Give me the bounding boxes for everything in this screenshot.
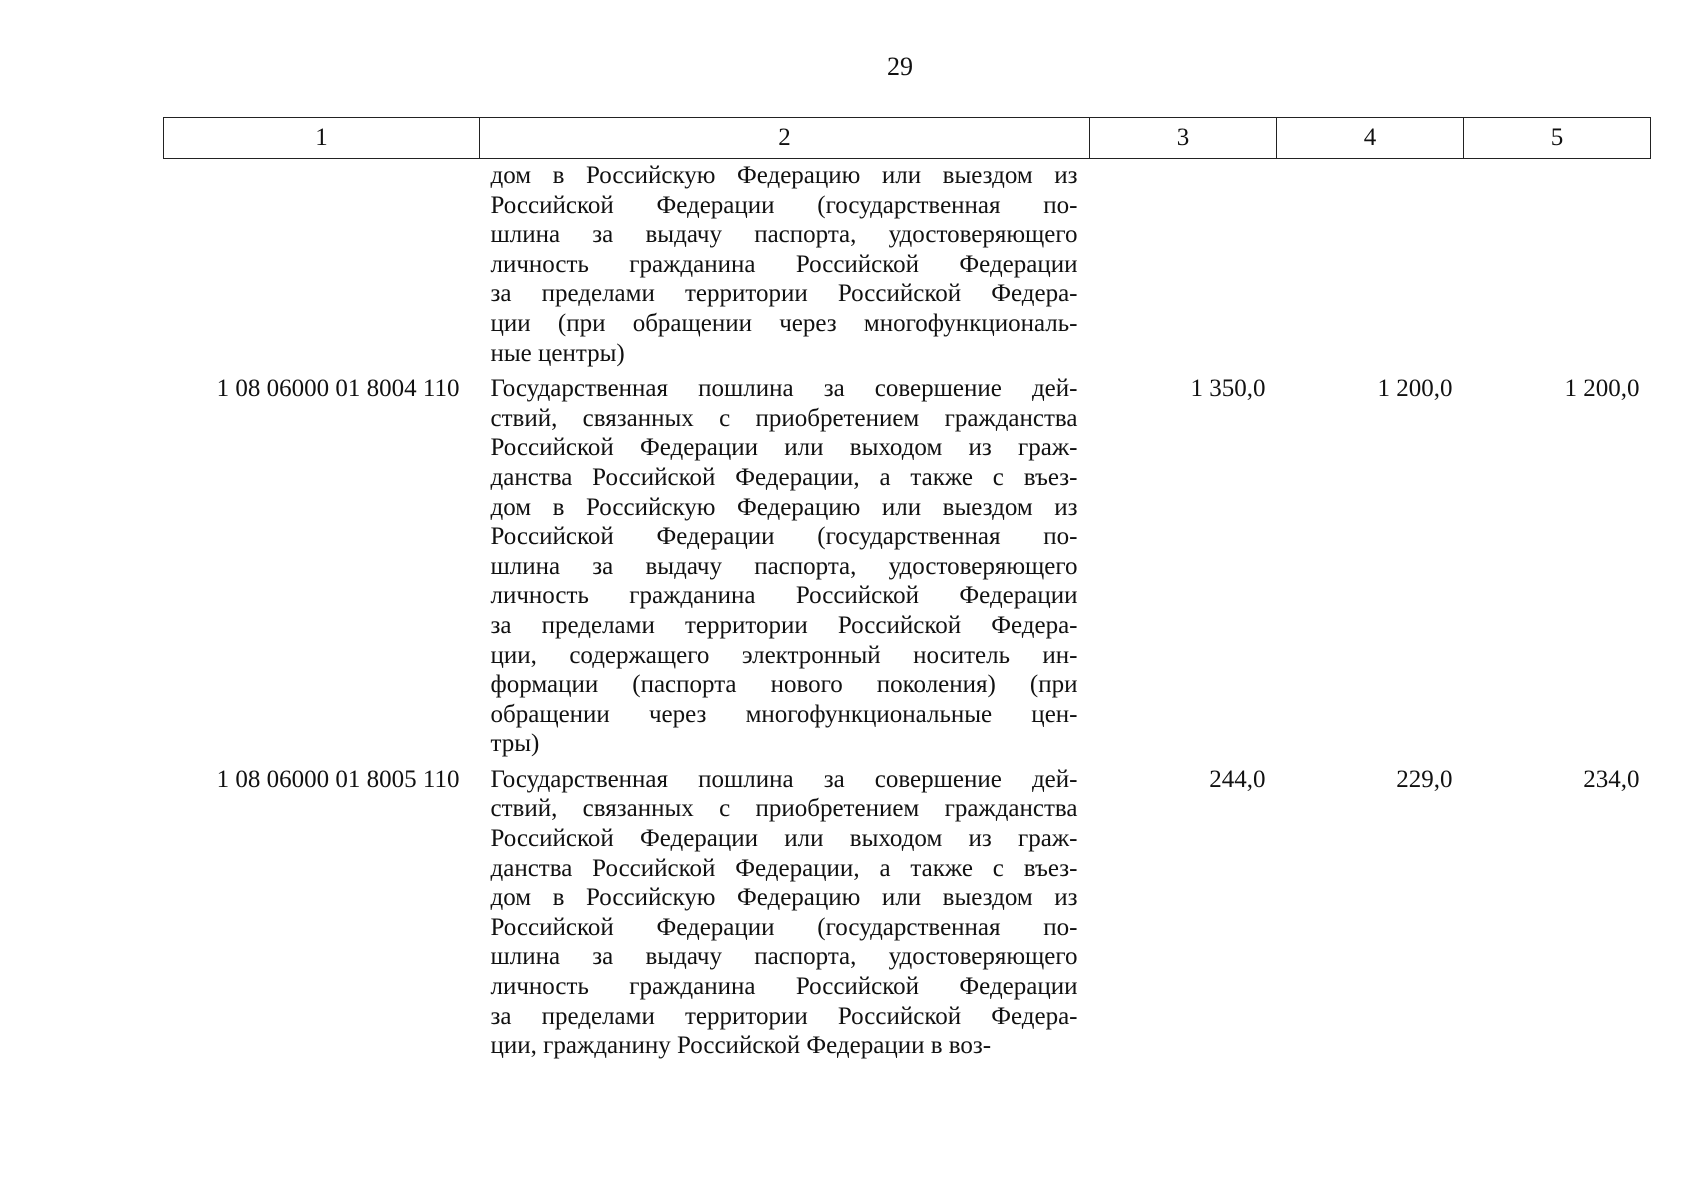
budget-code: 1 08 06000 01 8005 110 xyxy=(216,765,460,793)
description-line: обращении через многофункциональные цен- xyxy=(490,700,1078,728)
description-line: Российской Федерации (государственная по- xyxy=(490,523,1078,551)
description-line: шлина за выдачу паспорта, удостоверяющего xyxy=(490,552,1078,580)
description-line: за пределами территории Российской Федера- xyxy=(490,611,1078,639)
description-line: шлина за выдачу паспорта, удостоверяющего xyxy=(490,221,1078,249)
header-col-1: 1 xyxy=(164,118,480,159)
budget-table xyxy=(163,117,1651,1061)
page-number: 29 xyxy=(887,52,913,81)
amount-col-5: 1 200,0 xyxy=(1564,375,1640,403)
table-body xyxy=(164,159,1651,1061)
table-row xyxy=(164,368,1651,759)
description-line: Российской Федерации или выходом из граж- xyxy=(490,434,1078,462)
description-line: Российской Федерации (государственная по- xyxy=(490,191,1078,219)
amount-col-3 xyxy=(1090,159,1277,369)
description-line: Государственная пошлина за совершение дей- xyxy=(490,765,1078,793)
description-line: шлина за выдачу паспорта, удостоверяющего xyxy=(490,943,1078,971)
description-line: дом в Российскую Федерацию или выездом из xyxy=(490,162,1078,189)
table-header xyxy=(164,118,1651,159)
description-cell xyxy=(480,159,1090,369)
description-line: данства Российской Федерации, а также с въез- xyxy=(490,854,1078,882)
header-col-3: 3 xyxy=(1090,118,1277,159)
description-cell xyxy=(480,368,1090,759)
description-line: дом в Российскую Федерацию или выездом из xyxy=(490,493,1078,521)
table-row xyxy=(164,159,1651,369)
amount-col-3: 244,0 xyxy=(1209,765,1266,793)
description-line: Государственная пошлина за совершение дей- xyxy=(490,375,1078,403)
description-line: дом в Российскую Федерацию или выездом из xyxy=(490,884,1078,912)
header-col-2: 2 xyxy=(480,118,1090,159)
description-line: данства Российской Федерации, а также с въез- xyxy=(490,463,1078,491)
description-line: ные центры) xyxy=(490,339,625,367)
amount-col-4: 1 200,0 xyxy=(1377,375,1453,403)
amount-col-4: 229,0 xyxy=(1396,765,1453,793)
description-line: ствий, связанных с приобретением гражданства xyxy=(490,404,1078,432)
description-line: Российской Федерации (государственная по- xyxy=(490,913,1078,941)
amount-col-4 xyxy=(1277,159,1464,369)
table-row xyxy=(164,759,1651,1061)
description-line: личность гражданина Российской Федерации xyxy=(490,250,1078,278)
amount-col-3: 1 350,0 xyxy=(1190,375,1266,403)
description-line: формации (паспорта нового поколения) (при xyxy=(490,671,1078,699)
description-line: личность гражданина Российской Федерации xyxy=(490,973,1078,1001)
description-line: Российской Федерации или выходом из граж- xyxy=(490,825,1078,853)
description-line: ции, содержащего электронный носитель ин- xyxy=(490,641,1078,669)
header-col-4: 4 xyxy=(1277,118,1464,159)
description-line: ции, гражданину Российской Федерации в воз- xyxy=(490,1032,992,1060)
description-line: ствий, связанных с приобретением гражданства xyxy=(490,795,1078,823)
header-col-5: 5 xyxy=(1464,118,1651,159)
budget-code: 1 08 06000 01 8004 110 xyxy=(216,375,460,403)
description-line: тры) xyxy=(490,730,540,758)
description-line: за пределами территории Российской Федера- xyxy=(490,280,1078,308)
budget-code xyxy=(164,159,480,369)
amount-col-5 xyxy=(1464,159,1651,369)
description-line: ции (при обращении через многофункциональ- xyxy=(490,309,1078,337)
description-cell xyxy=(480,759,1090,1061)
description-line: личность гражданина Российской Федерации xyxy=(490,582,1078,610)
header-row xyxy=(164,118,1651,159)
amount-col-5: 234,0 xyxy=(1583,765,1640,793)
description-line: за пределами территории Российской Федера- xyxy=(490,1002,1078,1030)
